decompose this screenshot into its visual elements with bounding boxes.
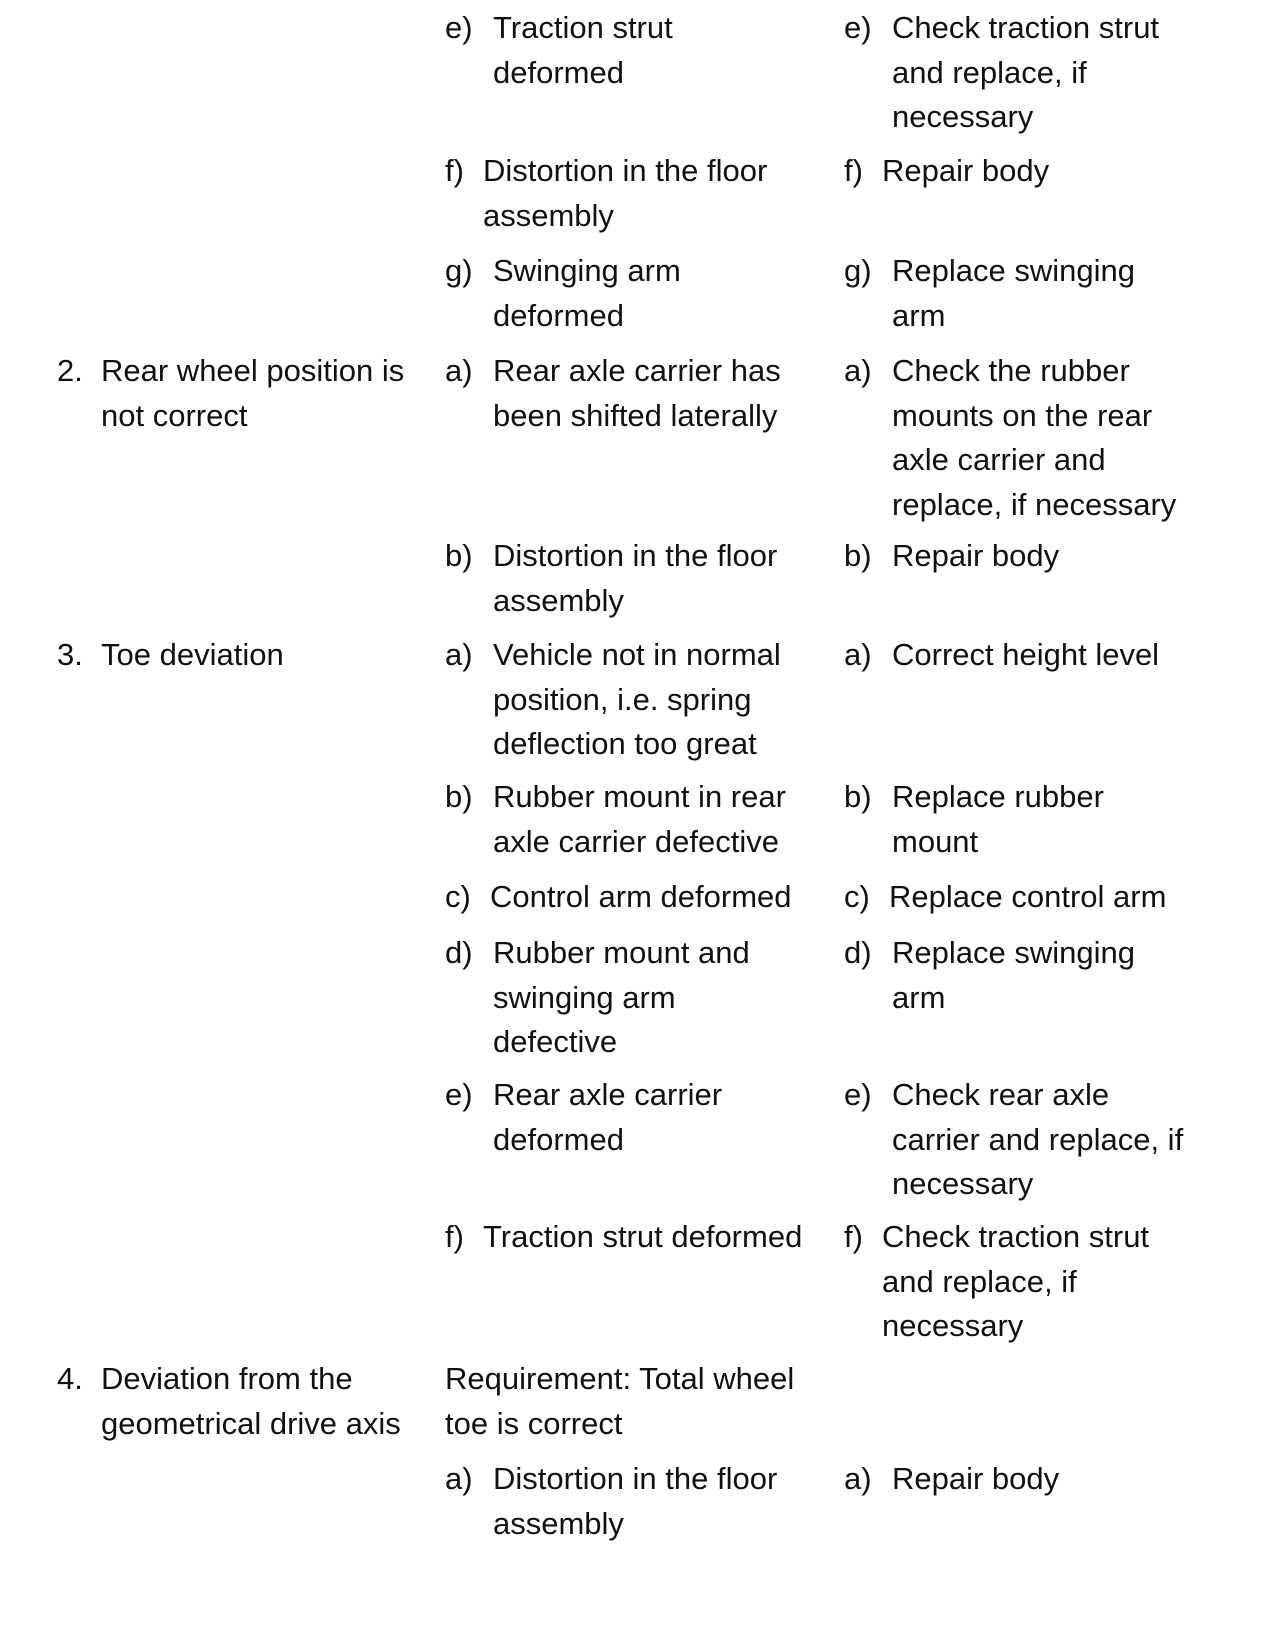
fault-item (57, 349, 437, 438)
cause-marker: b) (445, 779, 473, 814)
cause-marker: g) (445, 253, 473, 288)
fault-number: 4. (57, 1361, 83, 1396)
cause-item (445, 249, 835, 338)
cause-marker: e) (445, 10, 473, 45)
remedy-text: Check the rubber mounts on the rear axle carrier and replace, if necessary (892, 353, 1177, 522)
remedy-item (844, 1457, 1254, 1502)
remedy-item (844, 1073, 1254, 1207)
cause-marker: a) (445, 353, 473, 388)
cause-text: Rear axle carrier deformed (493, 1077, 723, 1157)
cause-item (445, 1457, 835, 1546)
remedy-text: Replace rubber mount (892, 779, 1104, 859)
cause-item (445, 633, 835, 767)
remedy-marker: a) (844, 1461, 872, 1496)
remedy-marker: d) (844, 935, 872, 970)
fault-number: 3. (57, 637, 83, 672)
remedy-item (844, 149, 1254, 194)
remedy-text: Replace control arm (889, 879, 1167, 914)
fault-text: Toe deviation (101, 637, 284, 672)
remedy-text: Check rear axle carrier and replace, if necessary (892, 1077, 1184, 1201)
remedy-item (844, 775, 1254, 864)
cause-text: Rubber mount in rear axle carrier defective (493, 779, 786, 859)
cause-item (445, 1073, 835, 1162)
remedy-item (844, 534, 1254, 579)
remedy-item (844, 633, 1254, 678)
cause-item (445, 931, 835, 1065)
fault-text: Rear wheel position is not correct (101, 353, 405, 433)
remedy-text: Repair body (892, 1461, 1060, 1496)
fault-item (57, 633, 437, 678)
cause-marker: f) (445, 153, 464, 188)
remedy-text: Correct height level (892, 637, 1160, 672)
remedy-text: Repair body (882, 153, 1050, 188)
cause-text: Distortion in the floor assembly (493, 538, 778, 618)
remedy-text: Repair body (892, 538, 1060, 573)
cause-item (445, 1215, 835, 1260)
cause-marker: e) (445, 1077, 473, 1112)
cause-text: Vehicle not in normal position, i.e. spring deflection too great (493, 637, 781, 761)
remedy-item (844, 1215, 1254, 1349)
cause-item (445, 534, 835, 623)
remedy-marker: a) (844, 637, 872, 672)
remedy-text: Check traction strut and replace, if necessary (882, 1219, 1150, 1343)
remedy-item (844, 6, 1254, 140)
fault-number: 2. (57, 353, 83, 388)
remedy-marker: c) (844, 879, 870, 914)
cause-text: Rear axle carrier has been shifted laterally (493, 353, 781, 433)
remedy-marker: e) (844, 1077, 872, 1112)
cause-text: Distortion in the floor assembly (493, 1461, 778, 1541)
cause-marker: a) (445, 637, 473, 672)
fault-item (57, 1357, 437, 1446)
cause-item (445, 775, 835, 864)
cause-text: Swinging arm deformed (493, 253, 681, 333)
remedy-text: Replace swinging arm (892, 253, 1135, 333)
remedy-marker: a) (844, 353, 872, 388)
cause-item (445, 875, 835, 920)
remedy-marker: e) (844, 10, 872, 45)
remedy-text: Replace swinging arm (892, 935, 1135, 1015)
cause-item (445, 149, 835, 238)
remedy-marker: g) (844, 253, 872, 288)
remedy-text: Check traction strut and replace, if necessary (892, 10, 1160, 134)
fault-text: Deviation from the geometrical drive axis (101, 1361, 401, 1441)
cause-text: Rubber mount and swinging arm defective (493, 935, 750, 1059)
remedy-item (844, 349, 1254, 527)
remedy-item (844, 931, 1254, 1020)
cause-text: Control arm deformed (490, 879, 792, 914)
remedy-item (844, 249, 1254, 338)
remedy-marker: b) (844, 779, 872, 814)
cause-marker: b) (445, 538, 473, 573)
cause-text: Traction strut deformed (483, 1219, 803, 1254)
cause-marker: f) (445, 1219, 464, 1254)
remedy-marker: f) (844, 153, 863, 188)
cause-marker: d) (445, 935, 473, 970)
cause-marker: c) (445, 879, 471, 914)
cause-item (445, 6, 835, 95)
cause-marker: a) (445, 1461, 473, 1496)
cause-text: Distortion in the floor assembly (483, 153, 768, 233)
remedy-marker: f) (844, 1219, 863, 1254)
remedy-item (844, 875, 1254, 920)
cause-text: Traction strut deformed (493, 10, 673, 90)
cause-item (445, 349, 835, 438)
requirement-note: Requirement: Total wheel toe is correct (445, 1361, 795, 1441)
remedy-marker: b) (844, 538, 872, 573)
